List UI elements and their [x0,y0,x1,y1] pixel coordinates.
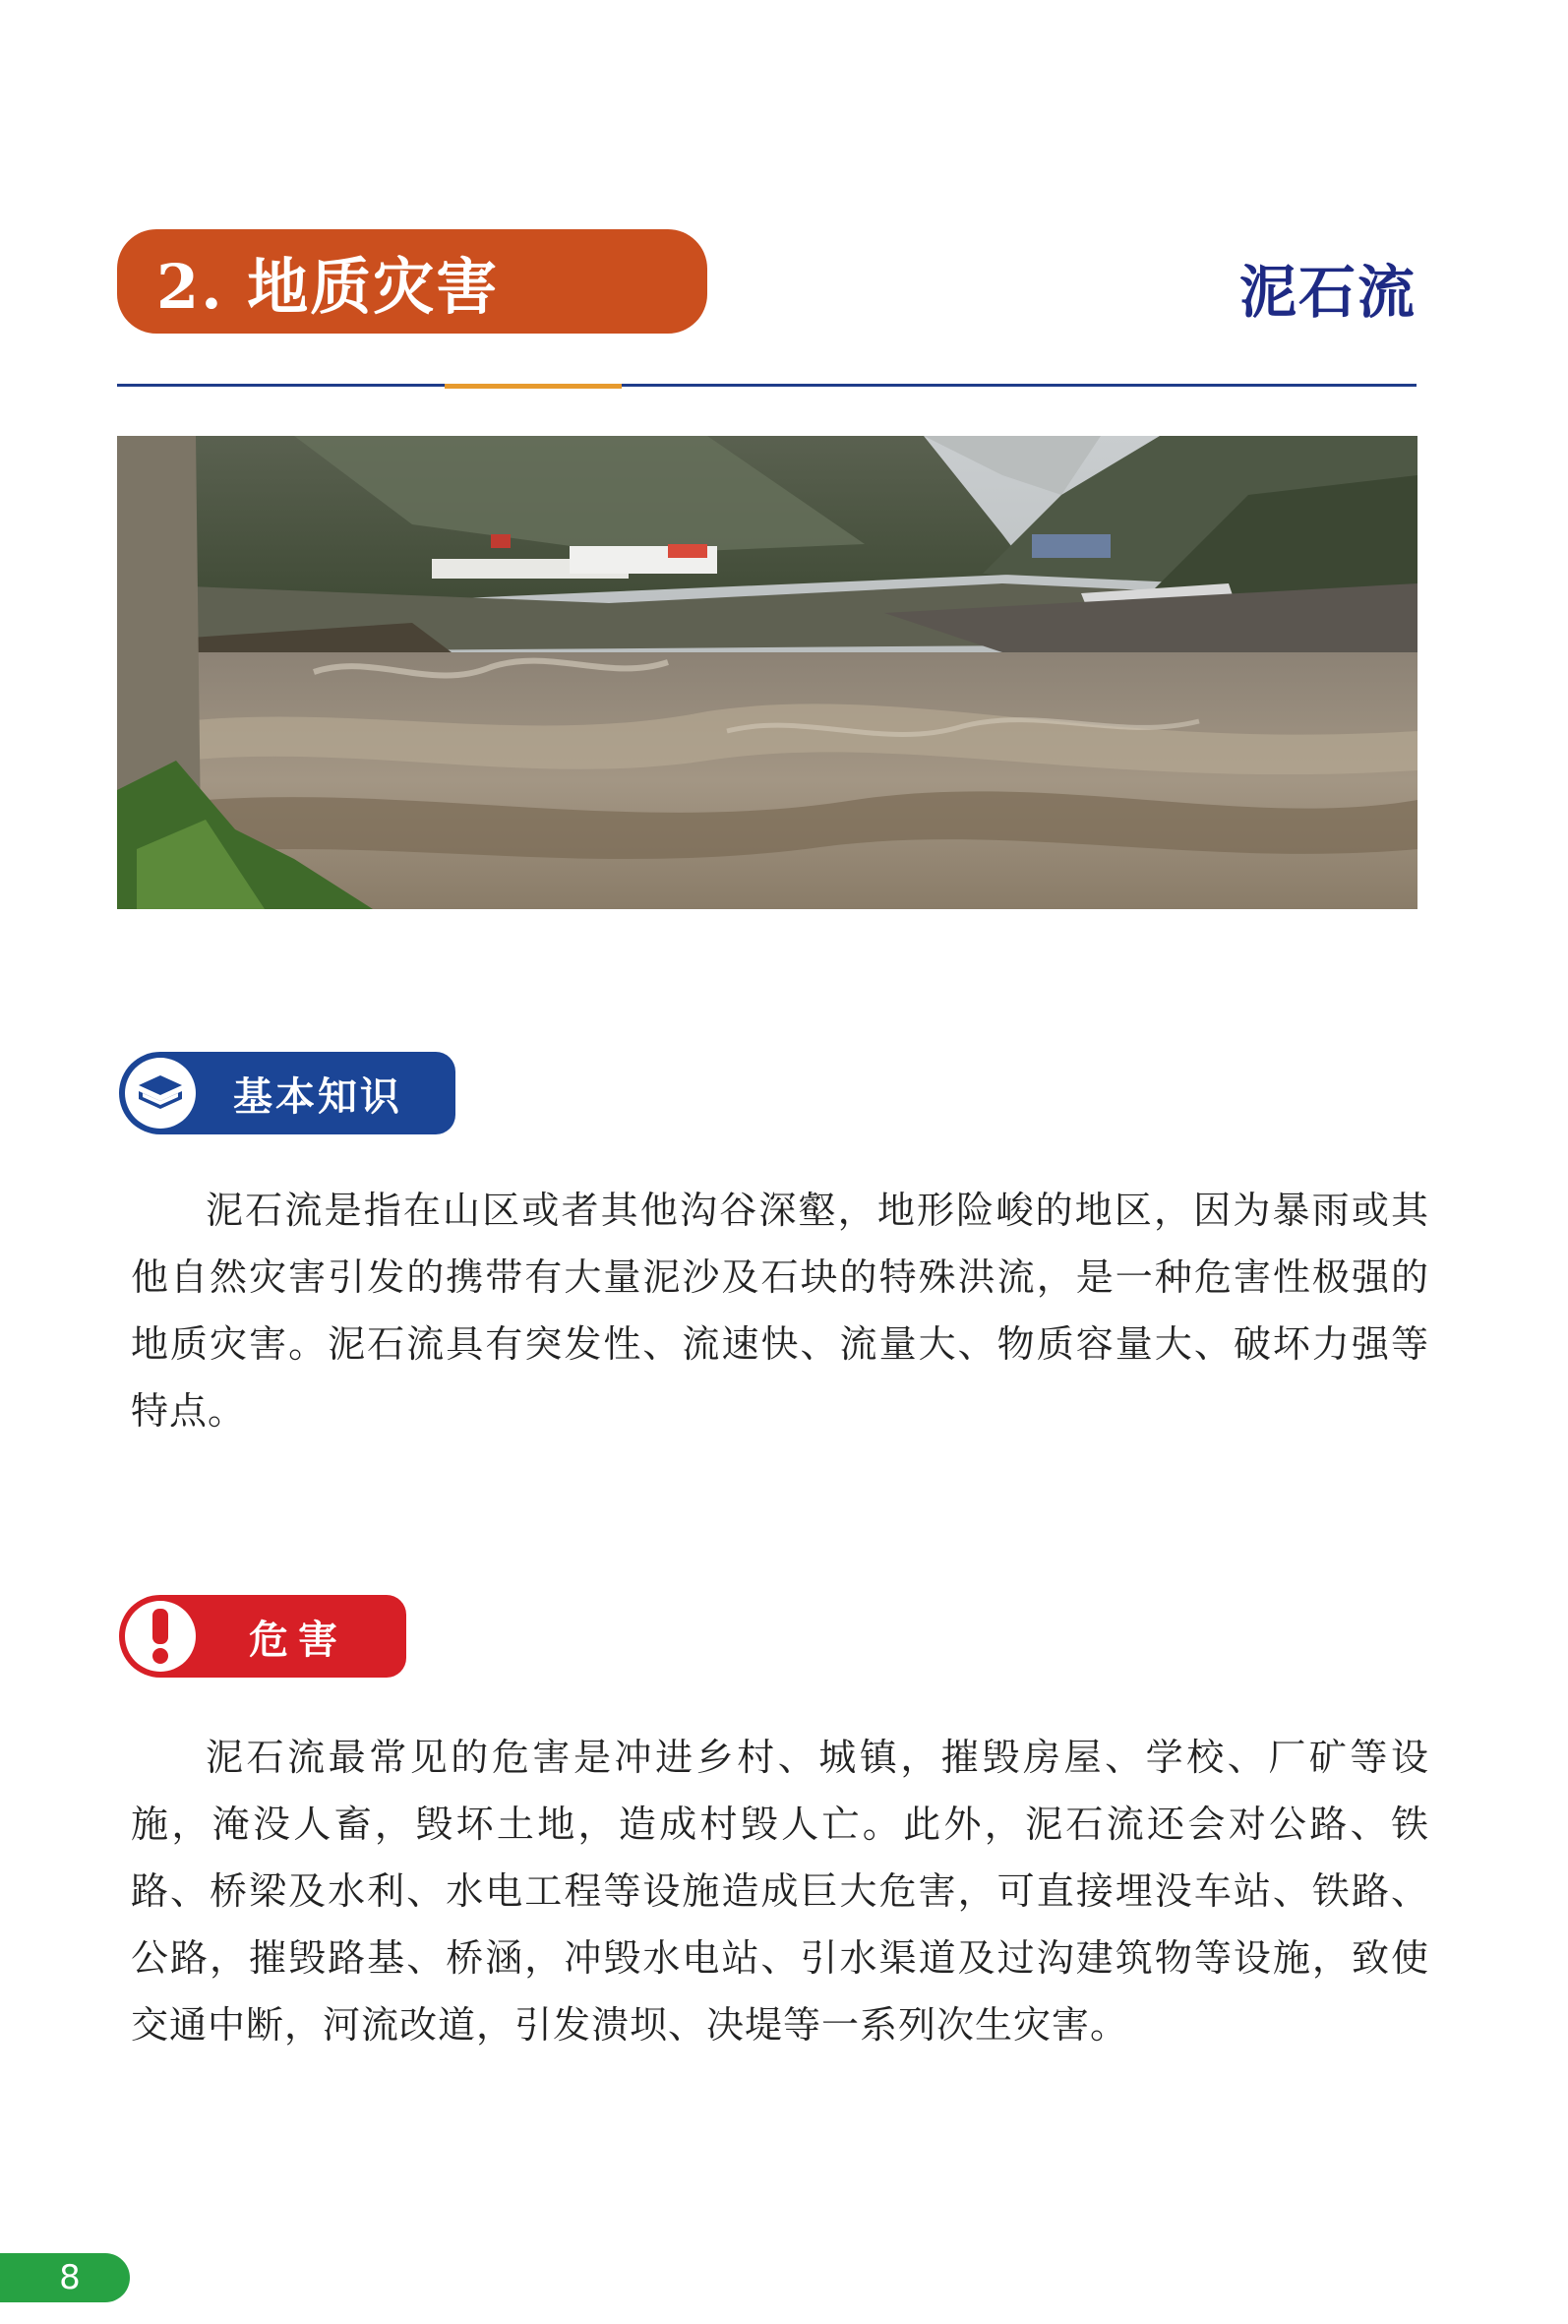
debris-flow-photo [117,436,1417,909]
exclamation-icon [125,1601,196,1672]
basic-knowledge-paragraph: 泥石流是指在山区或者其他沟谷深壑，地形险峻的地区，因为暴雨或其他自然灾害引发的携带有大量泥沙及石块的特殊洪流，是一种危害性极强的地质灾害。泥石流具有突发性、流速快、流量大、物质容量大、破坏力强等特点。 [131,1189,1429,1433]
header-divider [117,384,1417,387]
section-badge-hazard [119,1595,406,1678]
section-label-hazard: 危害 [249,1617,347,1663]
chapter-title: 2. 地质灾害 [156,250,500,323]
page-number-tab [0,2253,130,2302]
page-number: 8 [59,2258,81,2297]
chapter-header-pill [117,229,707,334]
section-label-basic-knowledge: 基本知识 [233,1073,402,1120]
book-icon [125,1058,196,1129]
header-divider-accent [445,384,622,389]
hazard-paragraph: 泥石流最常见的危害是冲进乡村、城镇，摧毁房屋、学校、厂矿等设施，淹没人畜，毁坏土地，造成村毁人亡。此外，泥石流还会对公路、铁路、桥梁及水利、水电工程等设施造成巨大危害，可直接埋没车站、铁路、公路，摧毁路基、桥涵，冲毁水电站、引水渠道及过沟建筑物等设施，致使交通中断，河流改道，引发溃坝、决堤等一系列次生灾害。 [131,1736,1429,2047]
section-badge-basic-knowledge [119,1052,455,1134]
topic-title: 泥石流 [1238,259,1417,326]
